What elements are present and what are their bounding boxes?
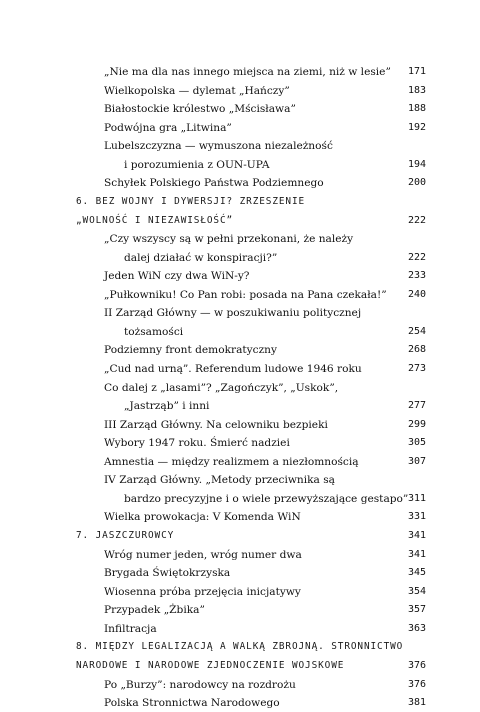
toc-entry-title: bardzo precyzyjne i o wiele przewyższające gestapo” (124, 492, 409, 505)
toc-page-number: 200 (407, 177, 426, 189)
toc-entry-title: Amnestia — między realizmem a niezłomnością (104, 455, 359, 468)
toc-entry-title: tożsamości (124, 325, 184, 338)
toc-page-number: 331 (407, 511, 426, 523)
toc-entry (0, 174, 480, 192)
toc-entry (0, 490, 480, 508)
toc-entry (0, 508, 480, 526)
toc-entry (0, 119, 480, 137)
toc-entry-title: Lubelszczyzna — wymuszona niezależność (104, 140, 333, 153)
toc-entry-title: 8. MIĘDZY LEGALIZACJĄ A WALKĄ ZBROJNĄ. STRONNICTWO (76, 641, 404, 653)
toc-entry-title: NARODOWE I NARODOWE ZJEDNOCZENIE WOJSKOWE (76, 659, 345, 671)
toc-entry (0, 82, 480, 100)
toc-chapter-heading (0, 527, 480, 545)
toc-entry (0, 564, 480, 582)
toc-chapter-heading (0, 212, 480, 230)
toc-entry-title: „Nie ma dla nas innego miejsca na ziemi, niż w lesie” (104, 66, 391, 78)
toc-page-number: 233 (407, 270, 426, 282)
toc-entry (0, 694, 480, 712)
toc-entry (0, 304, 480, 322)
toc-entry-title: dalej działać w konspiracji?” (124, 251, 278, 264)
toc-entry-title: „Cud nad urną”. Referendum ludowe 1946 roku (104, 363, 362, 375)
toc-page-number: 171 (407, 66, 426, 77)
toc-page-number: 341 (407, 548, 426, 560)
toc-entry (0, 267, 480, 285)
toc-page-number: 376 (407, 659, 426, 671)
toc-page-number: 188 (407, 103, 426, 115)
toc-entry (0, 286, 480, 304)
toc-page-number: 311 (407, 492, 426, 504)
toc-entry (0, 156, 480, 174)
toc-entry (0, 453, 480, 471)
toc-entry-title: Brygada Świętokrzyska (104, 567, 231, 580)
toc-entry-title: Wybory 1947 roku. Śmierć nadziei (104, 437, 290, 450)
toc-entry-title: Jeden WiN czy dwa WiN-y? (104, 270, 250, 283)
toc-entry-title: „WOLNOŚĆ I NIEZAWISŁOŚĆ” (76, 214, 234, 226)
toc-entry-title: Białostockie królestwo „Mścisława” (104, 103, 296, 116)
toc-entry-title: Przypadek „Żbika” (104, 604, 205, 617)
toc-entry (0, 137, 480, 155)
toc-entry (0, 583, 480, 601)
toc-entry (0, 230, 480, 248)
toc-entry (0, 416, 480, 434)
toc-page-number: 381 (407, 697, 426, 708)
toc-entry-title: Wielka prowokacja: V Komenda WiN (104, 511, 301, 524)
toc-entry (0, 471, 480, 489)
toc-page-number: 299 (407, 418, 426, 430)
toc-entry-title: Podziemny front demokratyczny (104, 344, 277, 357)
toc-page-number: 254 (407, 325, 426, 337)
toc-entry (0, 546, 480, 564)
toc-page-number: 307 (407, 455, 426, 467)
toc-entry-title: Wiosenna próba przejęcia inicjatywy (104, 585, 301, 598)
toc-page-number: 376 (407, 678, 426, 690)
toc-entry-title: i porozumienia z OUN-UPA (124, 158, 270, 171)
toc-entry-title: „Jastrząb” i inni (124, 400, 210, 413)
toc-entry-title: Po „Burzy”: narodowcy na rozdrożu (104, 678, 296, 691)
toc-entry-title: 7. JASZCZUROWCY (76, 530, 175, 541)
toc-entry (0, 379, 480, 397)
toc-page-number: 341 (407, 530, 426, 541)
toc-page-number: 268 (407, 344, 426, 356)
toc-entry-title: 6. BEZ WOJNY I DYWERSJI? ZRZESZENIE (76, 195, 306, 207)
toc-entry-title: Podwójna gra „Litwina” (104, 121, 232, 134)
toc-page-number: 357 (407, 604, 426, 616)
toc-chapter-heading (0, 193, 480, 211)
toc-page-number: 240 (407, 288, 426, 300)
toc-entry (0, 323, 480, 341)
toc-entry (0, 397, 480, 415)
toc-page-number: 273 (407, 363, 426, 374)
toc-entry (0, 249, 480, 267)
toc-page-number: 192 (407, 121, 426, 133)
toc-page-number: 222 (407, 251, 426, 263)
toc-entry-title: Wielkopolska — dylemat „Hańczy” (104, 84, 290, 97)
toc-entry-title: Co dalej z „lasami”? „Zagończyk”, „Uskok”, (104, 381, 339, 394)
toc-page-number: 277 (407, 400, 426, 412)
toc-entry-title: Wróg numer jeden, wróg numer dwa (104, 548, 302, 561)
toc-entry-title: III Zarząd Główny. Na celowniku bezpieki (104, 418, 328, 431)
toc-entry (0, 63, 480, 81)
toc-entry (0, 100, 480, 118)
toc-page-number: 222 (407, 214, 426, 226)
toc-page-number: 305 (407, 437, 426, 449)
toc-chapter-heading (0, 638, 480, 656)
toc-entry (0, 341, 480, 359)
toc-entry-title: Polska Stronnictwa Narodowego (104, 697, 280, 709)
toc-entry (0, 360, 480, 378)
toc-entry (0, 620, 480, 638)
toc-entry (0, 434, 480, 452)
toc-entry-title: IV Zarząd Główny. „Metody przeciwnika są (104, 474, 335, 487)
toc-entry (0, 676, 480, 694)
toc-chapter-heading (0, 657, 480, 675)
toc-page-number: 345 (407, 567, 426, 579)
toc-page-number: 194 (407, 158, 426, 170)
toc-entry-title: Infiltracja (104, 622, 157, 635)
toc-page-number: 183 (407, 84, 426, 96)
toc-page-number: 363 (407, 622, 426, 634)
toc-entry-title: „Pułkowniku! Co Pan robi: posada na Pana czekała!” (104, 288, 387, 301)
toc-entry-title: II Zarząd Główny — w poszukiwaniu politycznej (104, 307, 362, 320)
toc-entry (0, 601, 480, 619)
toc-entry-title: „Czy wszyscy są w pełni przekonani, że należy (104, 233, 354, 245)
toc-entry-title: Schyłek Polskiego Państwa Podziemnego (104, 177, 324, 190)
toc-page-number: 354 (407, 585, 426, 597)
